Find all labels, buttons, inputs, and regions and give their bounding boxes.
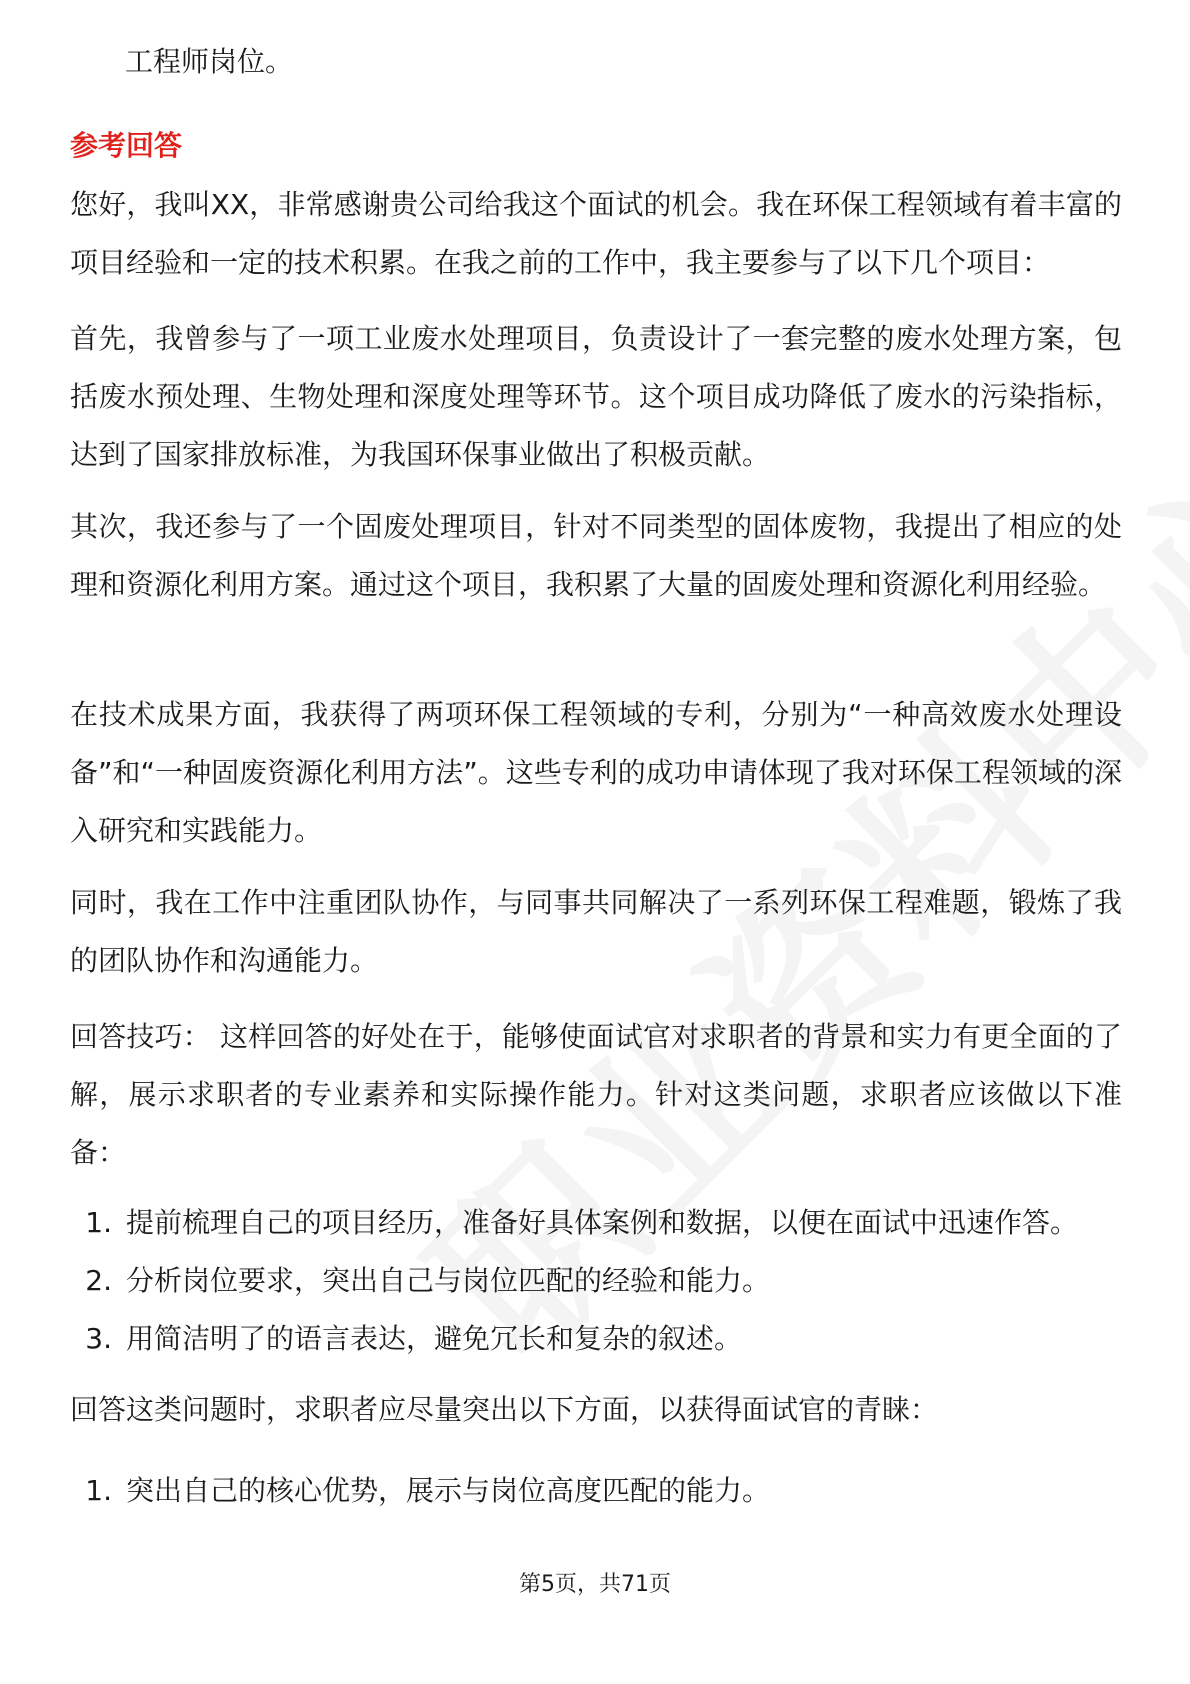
list-text: 分析岗位要求，突出自己与岗位匹配的经验和能力。 [126, 1264, 771, 1297]
section-heading: 参考回答 [70, 129, 183, 162]
list-item [70, 1462, 770, 1520]
paragraph-answer-tips: 回答技巧： 这样回答的好处在于，能够使面试官对求职者的背景和实力有更全面的了解，展示求职者的专业素养和实际操作能力。针对这类问题，求职者应该做以下准备： [70, 1020, 1122, 1169]
list-item [70, 1310, 1078, 1368]
paragraph-project-wastewater: 首先，我曾参与了一项工业废水处理项目，负责设计了一套完整的废水处理方案，包括废水预处理、生物处理和深度处理等环节。这个项目成功降低了废水的污染指标，达到了国家排放标准，为我国环保事业做出了积极贡献。 [70, 322, 1122, 471]
list-text: 用简洁明了的语言表达，避免冗长和复杂的叙述。 [126, 1322, 743, 1355]
list-text: 提前梳理自己的项目经历，准备好具体案例和数据，以便在面试中迅速作答。 [126, 1206, 1079, 1239]
list-number: 3. [85, 1322, 112, 1355]
paragraph-patents: 在技术成果方面，我获得了两项环保工程领域的专利，分别为“一种高效废水处理设备”和“一种固废资源化利用方法”。这些专利的成功申请体现了我对环保工程领域的深入研究和实践能力。 [70, 698, 1122, 847]
list-number: 1. [85, 1474, 112, 1507]
intro-tail-text: 工程师岗位。 [125, 45, 294, 78]
preparation-list [70, 1194, 1078, 1368]
list-item [70, 1252, 1078, 1310]
list-item [70, 1194, 1078, 1252]
list-text: 突出自己的核心优势，展示与岗位高度匹配的能力。 [126, 1474, 771, 1507]
paragraph-highlight-intro: 回答这类问题时，求职者应尽量突出以下方面，以获得面试官的青睐： [70, 1393, 939, 1426]
page-number-footer: 第5页，共71页 [519, 1572, 671, 1597]
paragraph-intro: 您好，我叫XX，非常感谢贵公司给我这个面试的机会。我在环保工程领域有着丰富的项目经验和一定的技术积累。在我之前的工作中，我主要参与了以下几个项目： [70, 188, 1122, 279]
paragraph-project-solid-waste: 其次，我还参与了一个固废处理项目，针对不同类型的固体废物，我提出了相应的处理和资源化利用方案。通过这个项目，我积累了大量的固废处理和资源化利用经验。 [70, 510, 1122, 601]
list-number: 2. [85, 1264, 112, 1297]
list-number: 1. [85, 1206, 112, 1239]
highlight-list [70, 1462, 770, 1520]
paragraph-teamwork: 同时，我在工作中注重团队协作，与同事共同解决了一系列环保工程难题，锻炼了我的团队协作和沟通能力。 [70, 886, 1122, 977]
